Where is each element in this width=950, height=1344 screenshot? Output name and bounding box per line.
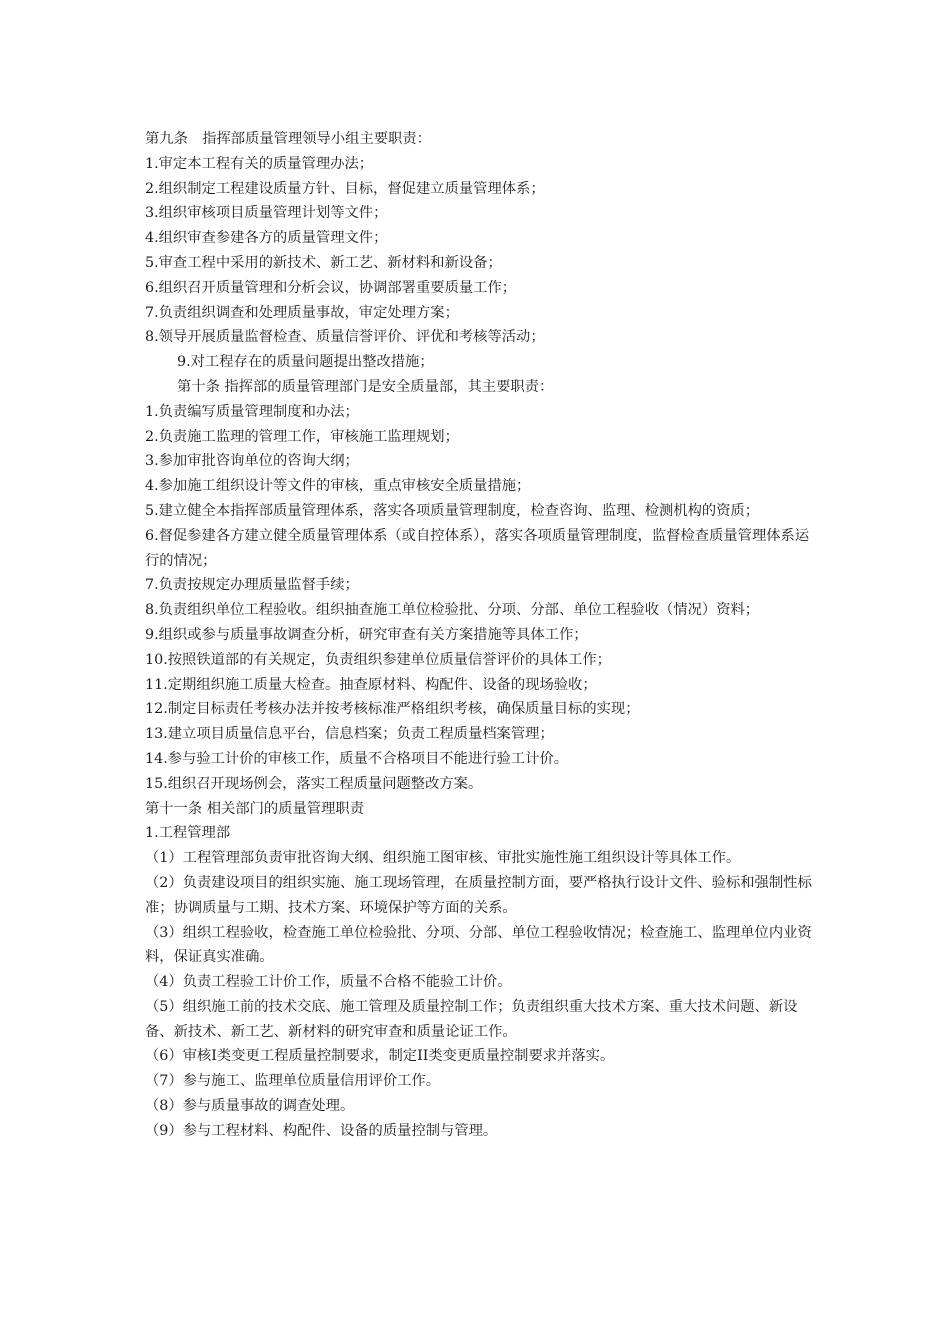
article11-item: （9）参与工程材料、构配件、设备的质量控制与管理。 [145, 1122, 498, 1139]
article9-item: 6.组织召开质量管理和分析会议，协调部署重要质量工作； [145, 279, 517, 296]
article10-item: 4.参加施工组织设计等文件的审核，重点审核安全质量措施； [145, 478, 531, 495]
article11-item: （5）组织施工前的技术交底、施工管理及质量控制工作；负责组织重大技术方案、重大技术问题、新设备、新技术、新工艺、新材料的研究审查和质量论证工作。 [145, 998, 798, 1040]
article10-item: 1.负责编写质量管理制度和办法； [145, 403, 359, 420]
article10-item: 11.定期组织施工质量大检查。抽查原材料、构配件、设备的现场验收； [145, 676, 597, 693]
article9-item: 4.组织审查参建各方的质量管理文件； [145, 230, 388, 247]
article9-heading: 第九条 指挥部质量管理领导小组主要职责： [145, 131, 431, 147]
article11-item: （7）参与施工、监理单位质量信用评价工作。 [145, 1073, 441, 1090]
article10-heading: 第十条 指挥部的质量管理部门是安全质量部，其主要职责： [177, 378, 554, 395]
article10-item: 8.负责组织单位工程验收。组织抽查施工单位检验批、分项、分部、单位工程验收（情况）资料； [145, 602, 760, 619]
article11-item: （6）审核I类变更工程质量控制要求，制定II类变更质量控制要求并落实。 [145, 1048, 615, 1065]
article11-sub-heading: 1.工程管理部 [145, 825, 231, 842]
article10-item: 12.制定目标责任考核办法并按考核标准严格组织考核，确保质量目标的实现； [145, 701, 640, 718]
article10-item: 6.督促参建各方建立健全质量管理体系（或自控体系），落实各项质量管理制度，监督检查质量管理体系运行的情况； [145, 527, 810, 569]
article9-item: 7.负责组织调查和处理质量事故，审定处理方案； [145, 304, 459, 321]
article9-item: 1.审定本工程有关的质量管理办法； [145, 155, 374, 172]
article11-heading: 第十一条 相关部门的质量管理职责 [145, 800, 364, 817]
article11-item: （4）负责工程验工计价工作，质量不合格不能验工计价。 [145, 974, 512, 991]
article10-item: 13.建立项目质量信息平台，信息档案；负责工程质量档案管理； [145, 726, 554, 743]
article10-item: 15.组织召开现场例会，落实工程质量问题整改方案。 [145, 775, 483, 792]
article10-item: 2.负责施工监理的管理工作，审核施工监理规划； [145, 428, 459, 445]
article9-item: 9.对工程存在的质量问题提出整改措施； [177, 354, 434, 371]
article11-item: （2）负责建设项目的组织实施、施工现场管理，在质量控制方面，要严格执行设计文件、验标和强制性标准；协调质量与工期、技术方案、环境保护等方面的关系。 [145, 874, 812, 916]
article9-item: 8.领导开展质量监督检查、质量信誉评价、评优和考核等活动； [145, 329, 545, 346]
article11-item: （3）组织工程验收，检查施工单位检验批、分项、分部、单位工程验收情况；检查施工、监理单位内业资料，保证真实准确。 [145, 924, 812, 966]
article9-item: 3.组织审核项目质量管理计划等文件； [145, 205, 388, 222]
article10-item: 14.参与验工计价的审核工作，质量不合格项目不能进行验工计价。 [145, 750, 569, 767]
document-body [145, 127, 815, 1144]
article10-item: 3.参加审批咨询单位的咨询大纲； [145, 453, 359, 470]
article11-item: （8）参与质量事故的调查处理。 [145, 1098, 355, 1115]
article10-item: 5.建立健全本指挥部质量管理体系，落实各项质量管理制度，检查咨询、监理、检测机构的资质； [145, 502, 760, 519]
article9-item: 2.组织制定工程建设质量方针、目标，督促建立质量管理体系； [145, 180, 545, 197]
article9-item: 5.审查工程中采用的新技术、新工艺、新材料和新设备； [145, 254, 502, 271]
article10-item: 10.按照铁道部的有关规定，负责组织参建单位质量信誉评价的具体工作； [145, 651, 611, 668]
article11-item: （1）工程管理部负责审批咨询大纲、组织施工图审核、审批实施性施工组织设计等具体工作。 [145, 850, 741, 867]
article10-item: 7.负责按规定办理质量监督手续； [145, 577, 359, 594]
article10-item: 9.组织或参与质量事故调查分析，研究审查有关方案措施等具体工作； [145, 626, 588, 643]
